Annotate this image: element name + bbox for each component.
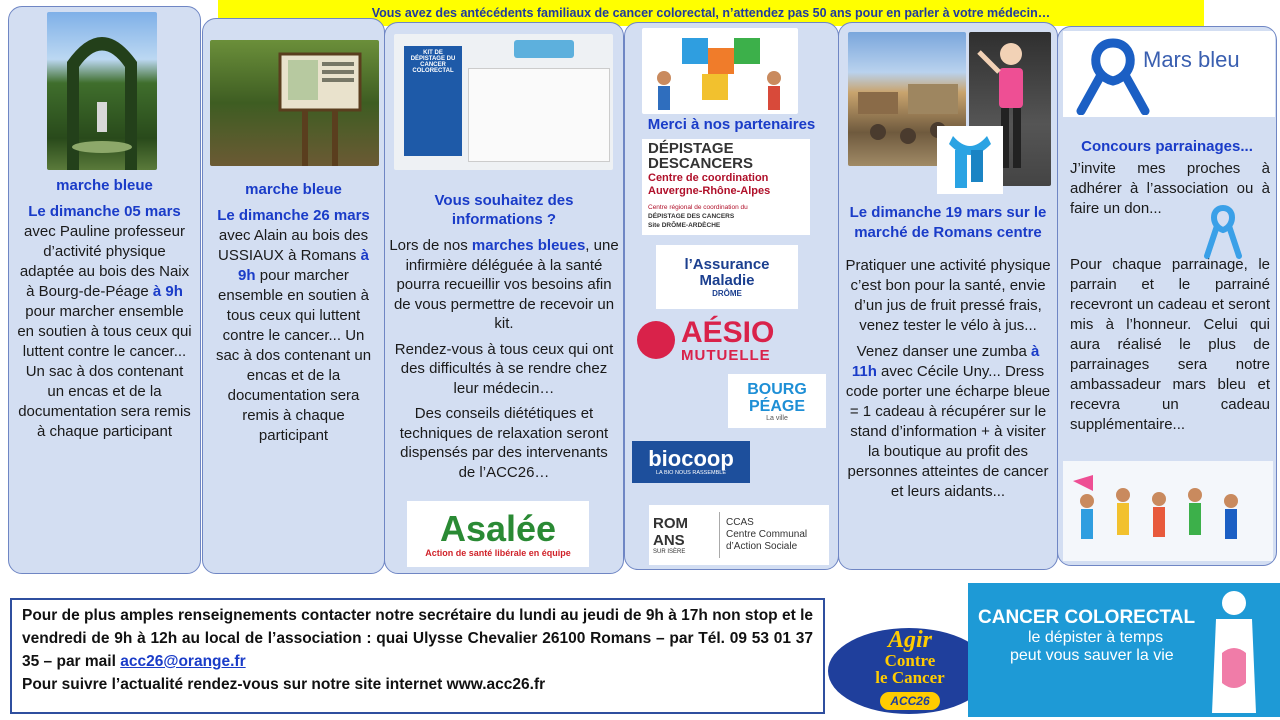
column-marche-romans bbox=[838, 22, 1058, 570]
depistage-l3: Centre de coordination bbox=[648, 172, 769, 184]
small-ribbon-icon bbox=[1203, 204, 1243, 262]
forest-sign-photo bbox=[210, 40, 379, 166]
depistage-l5: Centre régional de coordination du bbox=[648, 204, 748, 211]
romans-sub: SUR ISÈRE bbox=[653, 549, 686, 555]
mars-bleu-image bbox=[1063, 31, 1275, 117]
col1-time: à 9h bbox=[152, 283, 183, 300]
col2-time: à 9h bbox=[238, 247, 369, 284]
ccas-l3: d’Action Sociale bbox=[726, 541, 798, 552]
people-group-icon bbox=[1063, 461, 1273, 561]
col5-p2-b: avec Cécile Uny... Dress code porter une écharpe bleue = 1 cadeau à récupérer sur le stand d’information + à visiter la boutique au profit des personnes atteintes de cancer et leurs aidants... bbox=[845, 363, 1051, 500]
col6-p2: Pour chaque parrainage, le parrain et le parrainé recevront un cadeau et seront mis à l’honneur. Celui qui aura réalisé le plus de parrainages sera notre ambassadeur mars bleu et recevra un cadeau supplémentaire... bbox=[1070, 256, 1270, 433]
kit-leaflet bbox=[468, 68, 610, 162]
col3-p2: Rendez-vous à tous ceux qui ont des difficultés à se rendre chez leur médecin… bbox=[394, 340, 614, 397]
logo-l2: Contre bbox=[884, 651, 936, 670]
poster-sub1: le dépister à temps bbox=[1028, 629, 1164, 646]
romans-ccas-logo bbox=[649, 505, 829, 565]
col1-date: Le dimanche 05 mars bbox=[28, 203, 181, 220]
asalee-name: Asalée bbox=[439, 508, 557, 549]
col3-p1 bbox=[389, 236, 619, 334]
bourg-l1: BOURG bbox=[747, 380, 807, 398]
col3-p1-b: , une infirmière déléguée à la santé pourra recueillir vos besoins afin de vous permettre de recevoir un kit. bbox=[393, 237, 619, 332]
asalee-sub: Action de santé libérale en équipe bbox=[425, 548, 571, 558]
biocoop-logo bbox=[632, 441, 750, 483]
puzzle-people-image bbox=[642, 28, 798, 114]
aesio-logo bbox=[635, 317, 807, 367]
depistage-l7: Site DRÔME-ARDÈCHE bbox=[648, 222, 721, 229]
body-outline-icon bbox=[1194, 583, 1274, 717]
arch-icon bbox=[47, 12, 157, 170]
column-informations bbox=[384, 22, 624, 574]
column-parrainages bbox=[1057, 26, 1277, 566]
col1-text bbox=[17, 202, 192, 442]
puzzle-icon bbox=[642, 28, 798, 114]
assurance-l3: DRÔME bbox=[712, 288, 742, 298]
col3-p3: Des conseils diététiques et techniques de relaxation seront dispensés par des intervenants de l’ACC26… bbox=[399, 405, 609, 481]
depistage-l2: DESCANCERS bbox=[648, 155, 754, 172]
depistage-logo bbox=[642, 139, 810, 235]
col6-heading: Concours parrainages... bbox=[1081, 138, 1253, 155]
biocoop-l1: biocoop bbox=[648, 446, 734, 471]
column-marche-bleue-1 bbox=[8, 6, 201, 574]
col5-p1: Pratiquer une activité physique c’est bon pour la santé, envie d’un jus de fruit pressé frais, venez tester le vélo à jus... bbox=[845, 257, 1051, 334]
poster-title: CANCER COLORECTAL bbox=[978, 607, 1196, 628]
assurance-l1: l’Assurance bbox=[684, 255, 770, 273]
col2-text bbox=[209, 206, 378, 446]
romans-l2: ANS bbox=[653, 532, 685, 549]
col4-heading: Merci à nos partenaires bbox=[647, 116, 816, 133]
mars-bleu-text: Mars bleu bbox=[1143, 47, 1240, 72]
col5-p2-a: Venez danser une zumba bbox=[856, 343, 1031, 360]
col5-heading: Le dimanche 19 mars sur le marché de Romans centre bbox=[849, 204, 1047, 241]
logo-l3: le Cancer bbox=[875, 668, 945, 687]
aesio-symbol-icon bbox=[637, 321, 675, 359]
banner-text: Vous avez des antécédents familiaux de cancer colorectal, n’attendez pas 50 ans pour en parler à votre médecin… bbox=[371, 6, 1051, 20]
col2-text-b: pour marcher ensemble en soutien à tous ceux qui luttent contre le cancer... Un sac à dos contenant un encas et de la documentation sera remis à chaque participant bbox=[215, 267, 372, 444]
email-link[interactable]: acc26@orange.fr bbox=[120, 653, 246, 670]
logo-divider bbox=[719, 512, 720, 558]
bourg-l3: La ville bbox=[766, 414, 788, 422]
col2-heading: marche bleue bbox=[245, 181, 342, 198]
scarf-icon bbox=[937, 126, 1003, 194]
cancer-colorectal-poster bbox=[968, 583, 1280, 717]
contact-info-box bbox=[10, 598, 825, 714]
aesio-l1: AÉSIO bbox=[681, 316, 775, 349]
kit-tube bbox=[514, 40, 574, 58]
screening-kit-photo bbox=[394, 34, 613, 170]
romans-block bbox=[649, 515, 713, 555]
col1-text-b: pour marcher ensemble en soutien à tous ceux qui luttent contre le cancer... Un sac à dos contenant un encas et de la documentation sera remis à chaque participant bbox=[17, 303, 192, 440]
logo-l4: ACC26 bbox=[880, 692, 940, 710]
garden-arch-photo bbox=[47, 12, 157, 170]
col5-p2 bbox=[845, 342, 1051, 502]
column-marche-bleue-2 bbox=[202, 18, 385, 574]
col1-text-a: avec Pauline professeur d’activité physique adaptée au bois des Naix à Bourg-de-Péage bbox=[19, 223, 190, 300]
bourg-de-peage-logo bbox=[728, 374, 826, 428]
kit-box bbox=[404, 46, 462, 156]
col5-p2-time: à 11h bbox=[851, 343, 1040, 380]
col3-p1-a: Lors de nos bbox=[389, 237, 472, 254]
footer-text-a: Pour de plus amples renseignements contacter notre secrétaire du lundi au jeudi de 9h à 17h non stop et le vendredi de 9h à 12h au local de l’association : quai Ulysse Chevalier 26100 Romans – par Tél. 09 53 01 37 35 – par mail bbox=[22, 607, 813, 670]
column-partenaires bbox=[624, 22, 839, 570]
biocoop-l2: LA BIO NOUS RASSEMBLE bbox=[656, 470, 726, 476]
asalee-logo bbox=[407, 501, 589, 567]
col3-heading: Vous souhaitez des informations ? bbox=[434, 192, 574, 228]
footer-text-b: Pour suivre l’actualité rendez-vous sur notre site internet www.acc26.fr bbox=[22, 676, 546, 693]
col3-p1-bold: marches bleues bbox=[471, 237, 586, 254]
ccas-block bbox=[726, 517, 807, 553]
assurance-maladie-logo bbox=[656, 245, 798, 309]
crowd-illustration bbox=[1063, 461, 1273, 561]
col2-date: Le dimanche 26 mars bbox=[217, 207, 370, 224]
ccas-l2: Centre Communal bbox=[726, 529, 808, 540]
col6-p1: J’invite mes proches à adhérer à l’association ou à faire un don... bbox=[1070, 160, 1270, 217]
depistage-l1: DÉPISTAGE bbox=[648, 140, 734, 157]
romans-l1: ROM bbox=[653, 515, 688, 532]
blue-scarf-image bbox=[937, 126, 1003, 194]
col1-heading: marche bleue bbox=[56, 177, 153, 194]
aesio-l2: MUTUELLE bbox=[681, 347, 771, 364]
signboard-icon bbox=[210, 40, 379, 166]
kit-label: KIT DE DÉPISTAGE DU CANCER COLORECTAL bbox=[410, 50, 456, 74]
poster-sub2: peut vous sauver la vie bbox=[1010, 647, 1174, 664]
ccas-l1: CCAS bbox=[726, 517, 754, 528]
bourg-l2: PÉAGE bbox=[748, 397, 805, 415]
assurance-l2: Maladie bbox=[699, 271, 755, 289]
logo-l1: Agir bbox=[887, 627, 932, 653]
depistage-l4: Auvergne-Rhône-Alpes bbox=[648, 185, 771, 197]
depistage-l6: DÉPISTAGE DES CANCERS bbox=[648, 213, 735, 220]
col2-text-a: avec Alain au bois des USSIAUX à Romans bbox=[218, 227, 369, 264]
